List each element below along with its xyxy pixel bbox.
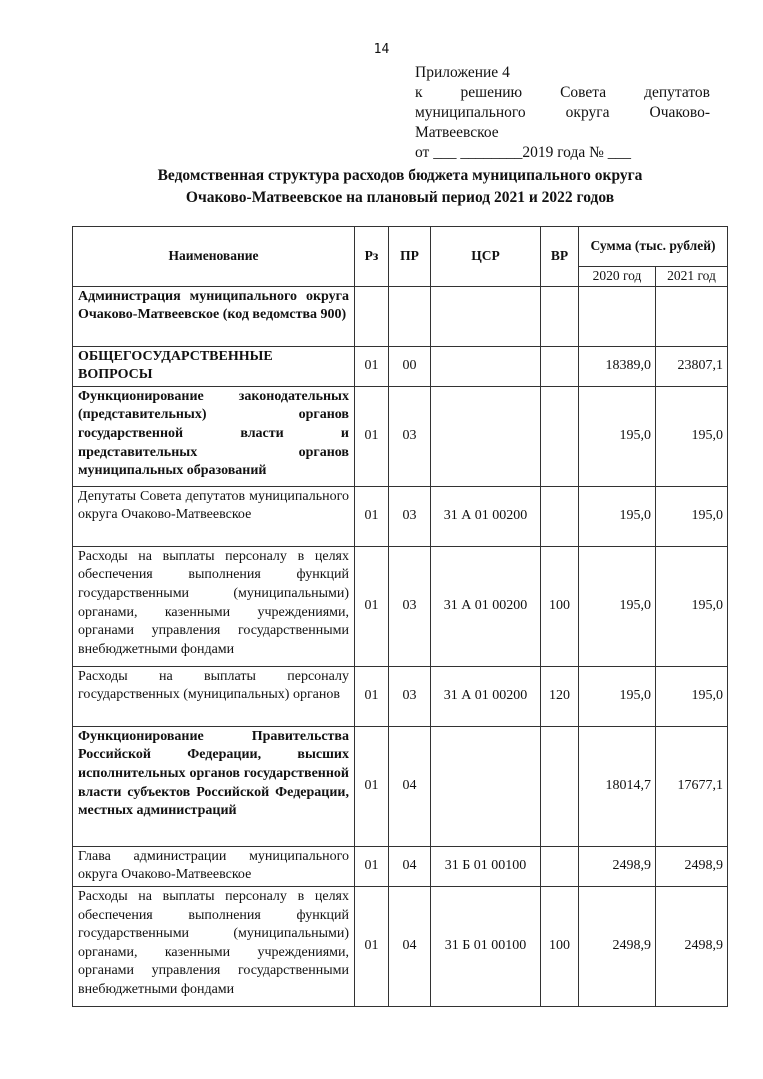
row-value-2020: 2498,9	[579, 886, 656, 1006]
header-csr: ЦСР	[431, 227, 541, 287]
row-rz: 01	[355, 486, 389, 546]
row-name: Расходы на выплаты персоналу в целях обеспечения выполнения функций государственными (муниципальными) органами, казенными учреждениями, органами управления государственными внебюджетными фондами	[73, 546, 355, 666]
row-pr: 04	[389, 726, 431, 846]
table-row	[73, 546, 728, 666]
row-vr	[541, 386, 579, 486]
row-csr	[431, 346, 541, 386]
row-vr	[541, 286, 579, 346]
row-vr	[541, 486, 579, 546]
header-year-2020: 2020 год	[579, 267, 656, 287]
row-value-2021: 195,0	[656, 546, 728, 666]
row-value-2020: 195,0	[579, 386, 656, 486]
row-name: Функционирование Правительства Российской Федерации, высших исполнительных органов государственной власти субъектов Российской Федерации, местных администраций	[73, 726, 355, 846]
table-row	[73, 846, 728, 886]
row-rz: 01	[355, 346, 389, 386]
row-value-2020: 195,0	[579, 546, 656, 666]
appendix-date-line: от ___ ________2019 года № ___	[415, 144, 632, 161]
row-csr	[431, 726, 541, 846]
appendix-decision-line: к решению Совета депутатов	[415, 84, 710, 101]
row-vr: 120	[541, 666, 579, 726]
row-vr	[541, 726, 579, 846]
document-title-line-1: Ведомственная структура расходов бюджета муниципального округа	[157, 167, 643, 184]
row-csr: 31 А 01 00200	[431, 546, 541, 666]
row-csr	[431, 386, 541, 486]
row-name: Депутаты Совета депутатов муниципального округа Очаково-Матвеевское	[73, 486, 355, 546]
row-pr: 03	[389, 546, 431, 666]
row-rz	[355, 286, 389, 346]
row-name: Функционирование законодательных (представительных) органов государственной власти и представительных органов муниципальных образований	[73, 386, 355, 486]
row-name: Расходы на выплаты персоналу государственных (муниципальных) органов	[73, 666, 355, 726]
table-row	[73, 286, 728, 346]
row-value-2020: 18014,7	[579, 726, 656, 846]
row-csr: 31 Б 01 00100	[431, 886, 541, 1006]
row-vr: 100	[541, 546, 579, 666]
document-title-line-2: Очаково-Матвеевское на плановый период 2021 и 2022 годов	[185, 189, 615, 206]
appendix-district-line: муниципального округа Очаково-	[415, 104, 710, 121]
row-rz: 01	[355, 386, 389, 486]
row-pr	[389, 286, 431, 346]
table-row	[73, 886, 728, 1006]
row-vr	[541, 346, 579, 386]
appendix-district-name: Матвеевское	[415, 124, 499, 141]
row-rz: 01	[355, 666, 389, 726]
row-value-2021: 17677,1	[656, 726, 728, 846]
row-value-2021	[656, 286, 728, 346]
row-value-2020: 195,0	[579, 486, 656, 546]
row-value-2020: 18389,0	[579, 346, 656, 386]
document-title	[70, 165, 730, 209]
header-sum: Сумма (тыс. рублей)	[579, 227, 728, 267]
row-value-2021: 2498,9	[656, 886, 728, 1006]
row-name: Расходы на выплаты персоналу в целях обеспечения выполнения функций государственными (муниципальными) органами, казенными учреждениями, органами управления государственными внебюджетными фондами	[73, 886, 355, 1006]
header-name: Наименование	[73, 227, 355, 287]
row-vr: 100	[541, 886, 579, 1006]
row-rz: 01	[355, 886, 389, 1006]
header-year-2021: 2021 год	[656, 267, 728, 287]
row-pr: 00	[389, 346, 431, 386]
row-value-2021: 2498,9	[656, 846, 728, 886]
appendix-title: Приложение 4	[415, 64, 510, 81]
row-name: Глава администрации муниципального округа Очаково-Матвеевское	[73, 846, 355, 886]
row-value-2021: 195,0	[656, 666, 728, 726]
row-name: Администрация муниципального округа Очаково-Матвеевское (код ведомства 900)	[73, 286, 355, 346]
row-pr: 04	[389, 886, 431, 1006]
header-rz: Рз	[355, 227, 389, 287]
row-value-2020: 2498,9	[579, 846, 656, 886]
appendix-block	[415, 63, 710, 163]
row-csr: 31 А 01 00200	[431, 666, 541, 726]
row-rz: 01	[355, 726, 389, 846]
row-csr: 31 Б 01 00100	[431, 846, 541, 886]
row-pr: 03	[389, 386, 431, 486]
header-vr: ВР	[541, 227, 579, 287]
table-row	[73, 346, 728, 386]
row-csr	[431, 286, 541, 346]
header-pr: ПР	[389, 227, 431, 287]
row-value-2020	[579, 286, 656, 346]
row-name: ОБЩЕГОСУДАРСТВЕННЫЕ ВОПРОСЫ	[73, 346, 355, 386]
table-row	[73, 726, 728, 846]
row-value-2021: 195,0	[656, 386, 728, 486]
row-rz: 01	[355, 846, 389, 886]
table-row	[73, 386, 728, 486]
budget-table	[72, 226, 728, 1007]
row-value-2020: 195,0	[579, 666, 656, 726]
row-pr: 04	[389, 846, 431, 886]
row-value-2021: 195,0	[656, 486, 728, 546]
row-csr: 31 А 01 00200	[431, 486, 541, 546]
page-number: 14	[373, 42, 390, 57]
row-pr: 03	[389, 666, 431, 726]
row-rz: 01	[355, 546, 389, 666]
table-row	[73, 666, 728, 726]
row-pr: 03	[389, 486, 431, 546]
row-vr	[541, 846, 579, 886]
row-value-2021: 23807,1	[656, 346, 728, 386]
table-row	[73, 486, 728, 546]
